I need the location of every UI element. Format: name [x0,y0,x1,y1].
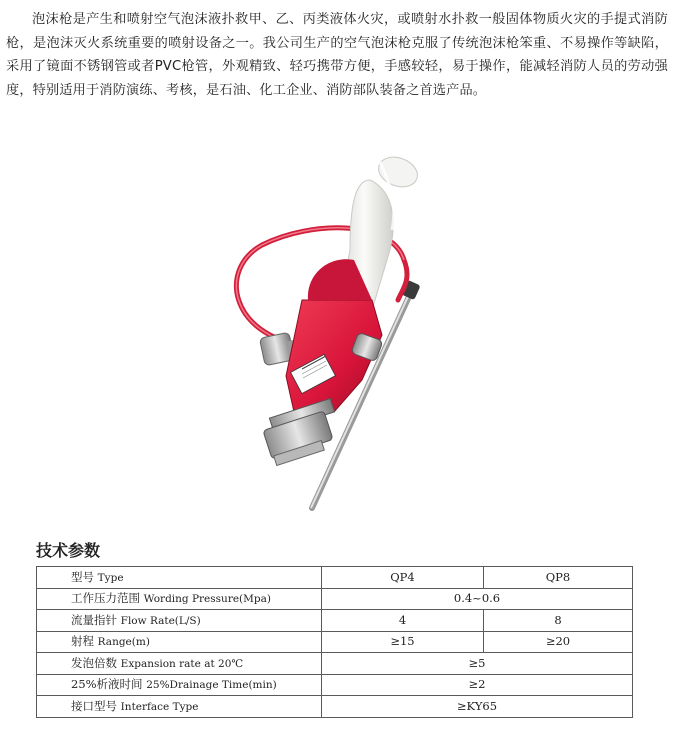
param-label: 流量指针 Flow Rate(L/S) [37,610,322,632]
param-label: 25%析液时间 25%Drainage Time(min) [37,674,322,696]
section-title: 技术参数 [36,541,101,560]
table-row [37,567,633,589]
param-value: ≥2 [322,674,633,696]
table-row [37,610,633,632]
table-row [37,631,633,653]
param-label: 接口型号 Interface Type [37,696,322,718]
table-row [37,588,633,610]
param-value: 4 [322,610,484,632]
param-value: 0.4~0.6 [322,588,633,610]
param-label: 发泡倍数 Expansion rate at 20℃ [37,653,322,675]
foam-gun-image [222,150,442,512]
intro-paragraph: 泡沫枪是产生和喷射空气泡沫液扑救甲、乙、丙类液体火灾，或喷射水扑救一般固体物质火灾的手提式消防枪，是泡沫灭火系统重要的喷射设备之一。我公司生产的空气泡沫枪克服了传统泡沫枪笨重、不易操作等缺陷，采用了镜面不锈钢管或者PVC枪管，外观精致、轻巧携带方便，手感较轻，易于操作，能减轻消防人员的劳动强度，特别适用于消防演练、考核，是石油、化工企业、消防部队装备之首选产品。 [6,12,668,98]
table-row [37,653,633,675]
param-value: ≥5 [322,653,633,675]
param-value: ≥15 [322,631,484,653]
param-label: 型号 Type [37,567,322,589]
param-label: 工作压力范围 Wording Pressure(Mpa) [37,588,322,610]
table-row [37,674,633,696]
param-value: 8 [484,610,633,632]
param-value: QP4 [322,567,484,589]
param-value: QP8 [484,567,633,589]
param-label: 射程 Range(m) [37,631,322,653]
table-row [37,696,633,718]
param-value: ≥KY65 [322,696,633,718]
param-value: ≥20 [484,631,633,653]
spec-table [36,566,633,718]
foam-gun-illustration [222,150,442,512]
